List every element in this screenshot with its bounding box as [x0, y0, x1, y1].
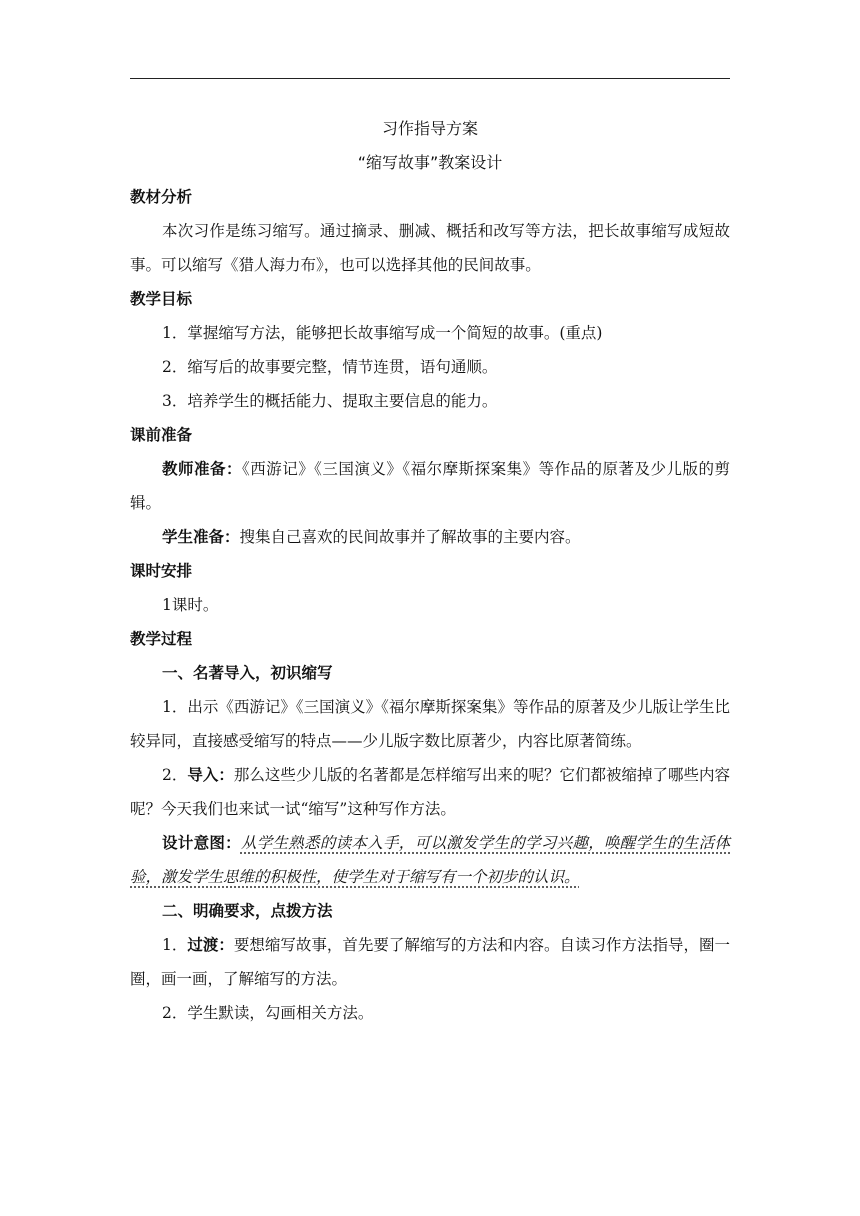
intro-text: 那么这些少儿版的名著都是怎样缩写出来的呢？它们都被缩掉了哪些内容呢？今天我们也来试一试“缩写”这种写作方法。 [130, 766, 730, 818]
material-paragraph: 本次习作是练习缩写。通过摘录、删减、概括和改写等方法，把长故事缩写成短故事。可以缩写《猎人海力布》，也可以选择其他的民间故事。 [130, 222, 730, 274]
section-heading-schedule: 课时安排 [130, 562, 193, 580]
intro-label: 导入： [187, 766, 234, 784]
document-page [130, 112, 730, 1030]
section-heading-process: 教学过程 [130, 630, 193, 648]
design-intent-paragraph [130, 826, 730, 894]
design-intent-text: 从学生熟悉的读本入手，可以激发学生的学习兴趣，唤醒学生的生活体验，激发学生思维的积极性，使学生对于缩写有一个初步的认识。 [130, 834, 730, 886]
teacher-prep-text: 《西游记》《三国演义》《福尔摩斯探案集》等作品的原著及少儿版的剪辑。 [130, 460, 730, 512]
section-heading-goals: 教学目标 [130, 290, 193, 308]
teacher-prep-paragraph [130, 452, 730, 520]
section-heading-prep: 课前准备 [130, 426, 193, 444]
student-prep-paragraph [130, 520, 730, 554]
transition-text: 要想缩写故事，首先要了解缩写的方法和内容。自读习作方法指导，圈一圈，画一画，了解缩写的方法。 [130, 936, 730, 988]
goal-item: 3．培养学生的概括能力、提取主要信息的能力。 [162, 392, 498, 410]
process-part1-item2 [130, 758, 730, 826]
design-intent-label: 设计意图： [162, 834, 241, 852]
item-number: 2． [162, 766, 188, 784]
goal-item: 1．掌握缩写方法，能够把长故事缩写成一个简短的故事。(重点) [162, 324, 603, 342]
document-title: 习作指导方案 [381, 119, 478, 138]
student-prep-text: 搜集自己喜欢的民间故事并了解故事的主要内容。 [239, 528, 581, 546]
process-part1-item1: 1．出示《西游记》《三国演义》《福尔摩斯探案集》等作品的原著及少儿版让学生比较异同，直接感受缩写的特点——少儿版字数比原著少，内容比原著简练。 [130, 698, 730, 750]
document-subtitle: “缩写故事”教案设计 [357, 153, 503, 172]
schedule-text: 1课时。 [162, 596, 219, 614]
goal-item: 2．缩写后的故事要完整，情节连贯，语句通顺。 [162, 358, 498, 376]
item-number: 1． [162, 936, 188, 954]
student-prep-label: 学生准备： [162, 528, 240, 546]
process-part2-item2: 2．学生默读，勾画相关方法。 [162, 1004, 374, 1022]
header-rule [130, 78, 730, 79]
teacher-prep-label: 教师准备： [162, 460, 242, 478]
transition-label: 过渡： [187, 936, 234, 954]
process-part1-title: 一、名著导入，初识缩写 [162, 664, 333, 682]
process-part2-item1 [130, 928, 730, 996]
process-part2-title: 二、明确要求，点拨方法 [162, 902, 333, 920]
section-heading-material: 教材分析 [130, 188, 193, 206]
